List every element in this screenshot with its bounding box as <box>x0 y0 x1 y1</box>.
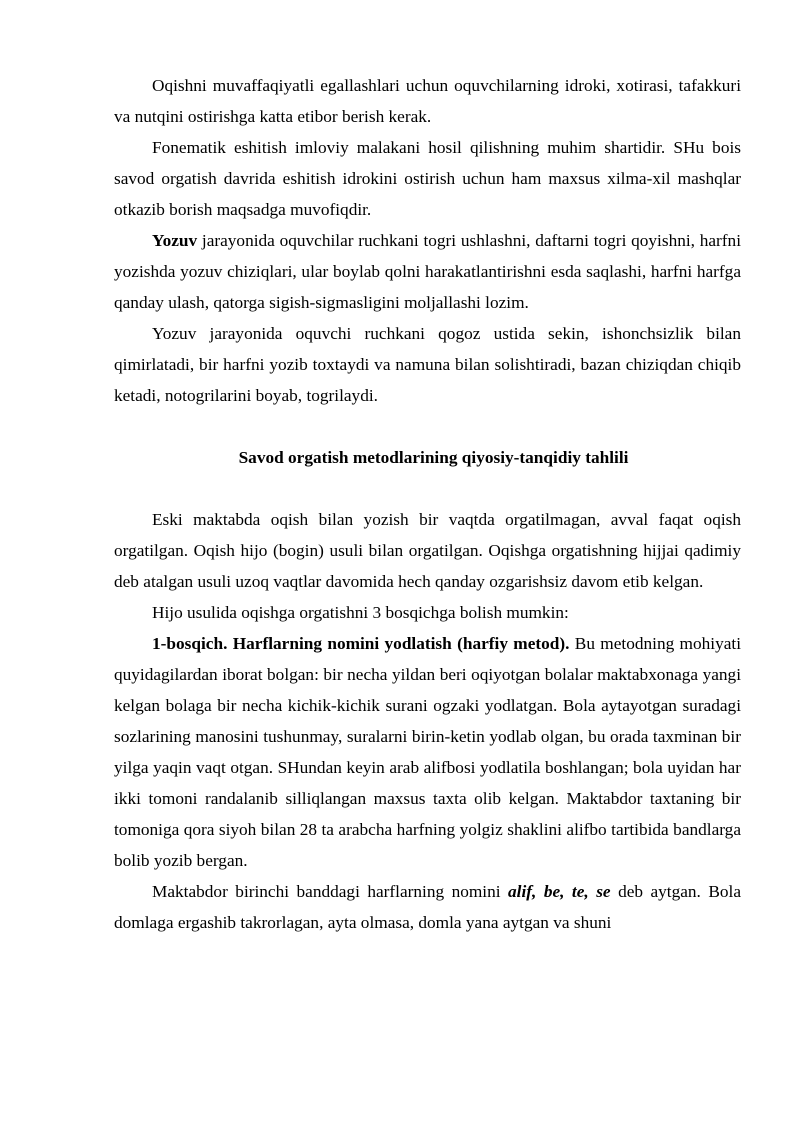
paragraph-3-bold-term: Yozuv <box>152 231 198 250</box>
paragraph-8-text: deb aytgan. Bola domlaga ergashib takrorlagan, ayta olmasa, domla yana aytgan va shuni <box>114 882 741 932</box>
paragraph-7 <box>114 628 741 876</box>
document-page <box>114 70 741 938</box>
section-heading: Savod orgatish metodlarining qiyosiy-tanqidiy tahlili <box>238 448 629 467</box>
paragraph-7-text: Bu metodning mohiyati quyidagilardan iborat bolgan: bir necha yildan beri oqiyotgan bolalar maktabxonaga yangi kelgan bolaga bir necha kichik-kichik surani ogzaki yodlatgan. Bola aytayotgan suradagi sozlarining manosini tushunmay, suralarni birin-ketin yodlab olgan, bu orada taxminan bir yilga yaqin vaqt otgan. SHundan keyin arab alifbosi yodlatila boshlangan; bola uyidan har ikki tomoni randalanib silliqlangan maxsus taxta olib kelgan. Maktabdor taxtaning bir tomoniga qora siyoh bilan 28 ta arabcha harfning yolgiz shaklini alifbo tartibida bandlarga bolib yozib bergan. <box>114 634 741 870</box>
paragraph-5: Eski maktabda oqish bilan yozish bir vaqtda orgatilmagan, avval faqat oqish orgatilgan. Oqish hijo (bogin) usuli bilan orgatilgan. Oqishga orgatishning hijjai qadimiy deb atalgan usuli uzoq vaqtlar davomida hech qanday ozgarishsiz davom etib kelgan. <box>114 510 741 591</box>
paragraph-3-text: jarayonida oquvchilar ruchkani togri ushlashni, daftarni togri qoyishni, harfni yozishda yozuv chiziqlari, ular boylab qolni harakatlantirishni esda saqlashi, harfni harfga qanday ulash, qatorga sigish-sigmasligini moljallashi lozim. <box>114 231 741 312</box>
paragraph-8 <box>114 876 741 938</box>
paragraph-2: Fonematik eshitish imloviy malakani hosil qilishning muhim shartidir. SHu bois savod orgatish davrida eshitish idrokini ostirish uchun ham maxsus xilma-xil mashqlar otkazib borish maqsadga muvofiqdir. <box>114 138 741 219</box>
paragraph-3 <box>114 225 741 318</box>
paragraph-8-start: Maktabdor birinchi banddagi harflarning nomini <box>152 882 509 901</box>
paragraph-8-letter-names: alif, be, te, se <box>508 882 611 901</box>
paragraph-1: Oqishni muvaffaqiyatli egallashlari uchun oquvchilarning idroki, xotirasi, tafakkuri va nutqini ostirishga katta etibor berish kerak. <box>114 76 741 126</box>
paragraph-7-bold-lead: 1-bosqich. Harflarning nomini yodlatish (harfiy metod). <box>152 634 570 653</box>
paragraph-4: Yozuv jarayonida oquvchi ruchkani qogoz ustida sekin, ishonchsizlik bilan qimirlatadi, bir harfni yozib toxtaydi va namuna bilan solishtiradi, bazan chiziqdan chiqib ketadi, notogrilarini boyab, togrilaydi. <box>114 324 741 405</box>
paragraph-6: Hijo usulida oqishga orgatishni 3 bosqichga bolish mumkin: <box>152 603 569 622</box>
